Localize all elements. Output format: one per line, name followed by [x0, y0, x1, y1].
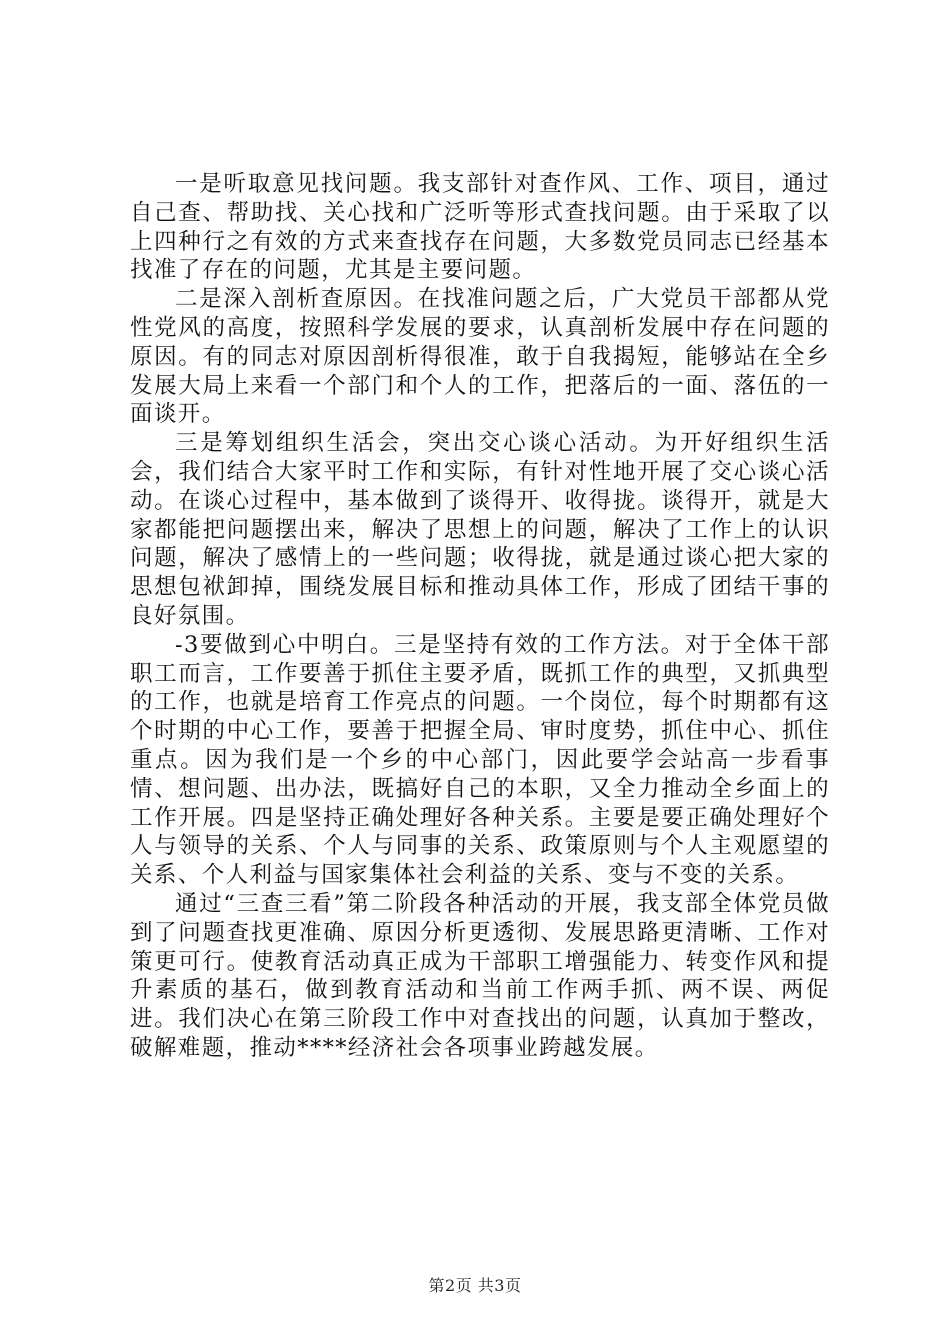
page-footer: 第2页 共3页 [428, 1276, 522, 1295]
document-body [130, 170, 830, 1063]
paragraph-1: 一是听取意见找问题。我支部针对查作风、工作、项目，通过自己查、帮助找、关心找和广泛听等形式查找问题。由于采取了以上四种行之有效的方式来查找存在问题，大多数党员同志已经基本找准了存在的问题，尤其是主要问题。 [130, 171, 830, 284]
paragraph-5: 通过“三查三看”第二阶段各种活动的开展，我支部全体党员做到了问题查找更准确、原因分析更透彻、发展思路更清晰、工作对策更可行。使教育活动真正成为干部职工增强能力、转变作风和提升素质的基石，做到教育活动和当前工作两手抓、两不误、两促进。我们决心在第三阶段工作中对查找出的问题，认真加于整改，破解难题，推动****经济社会各项事业跨越发展。 [130, 890, 830, 1061]
paragraph-2: 二是深入剖析查原因。在找准问题之后，广大党员干部都从党性党风的高度，按照科学发展的要求，认真剖析发展中存在问题的原因。有的同志对原因剖析得很准，敢于自我揭短，能够站在全乡发展大局上来看一个部门和个人的工作，把落后的一面、落伍的一面谈开。 [130, 286, 830, 428]
paragraph-3: 三是筹划组织生活会，突出交心谈心活动。为开好组织生活会，我们结合大家平时工作和实际，有针对性地开展了交心谈心活动。在谈心过程中，基本做到了谈得开、收得拢。谈得开，就是大家都能把问题摆出来，解决了思想上的问题，解决了工作上的认识问题，解决了感情上的一些问题；收得拢，就是通过谈心把大家的思想包袱卸掉，围绕发展目标和推动具体工作，形成了团结干事的良好氛围。 [130, 430, 830, 629]
paragraph-4: -3要做到心中明白。三是坚持有效的工作方法。对于全体干部职工而言，工作要善于抓住主要矛盾，既抓工作的典型，又抓典型的工作，也就是培育工作亮点的问题。一个岗位，每个时期都有这个时期的中心工作，要善于把握全局、审时度势，抓住中心、抓住重点。因为我们是一个乡的中心部门，因此要学会站高一步看事情、想问题、出办法，既搞好自己的本职，又全力推动全乡面上的工作开展。四是坚持正确处理好各种关系。主要是要正确处理好个人与领导的关系、个人与同事的关系、政策原则与个人主观愿望的关系、个人利益与国家集体社会利益的关系、变与不变的关系。 [130, 631, 830, 889]
